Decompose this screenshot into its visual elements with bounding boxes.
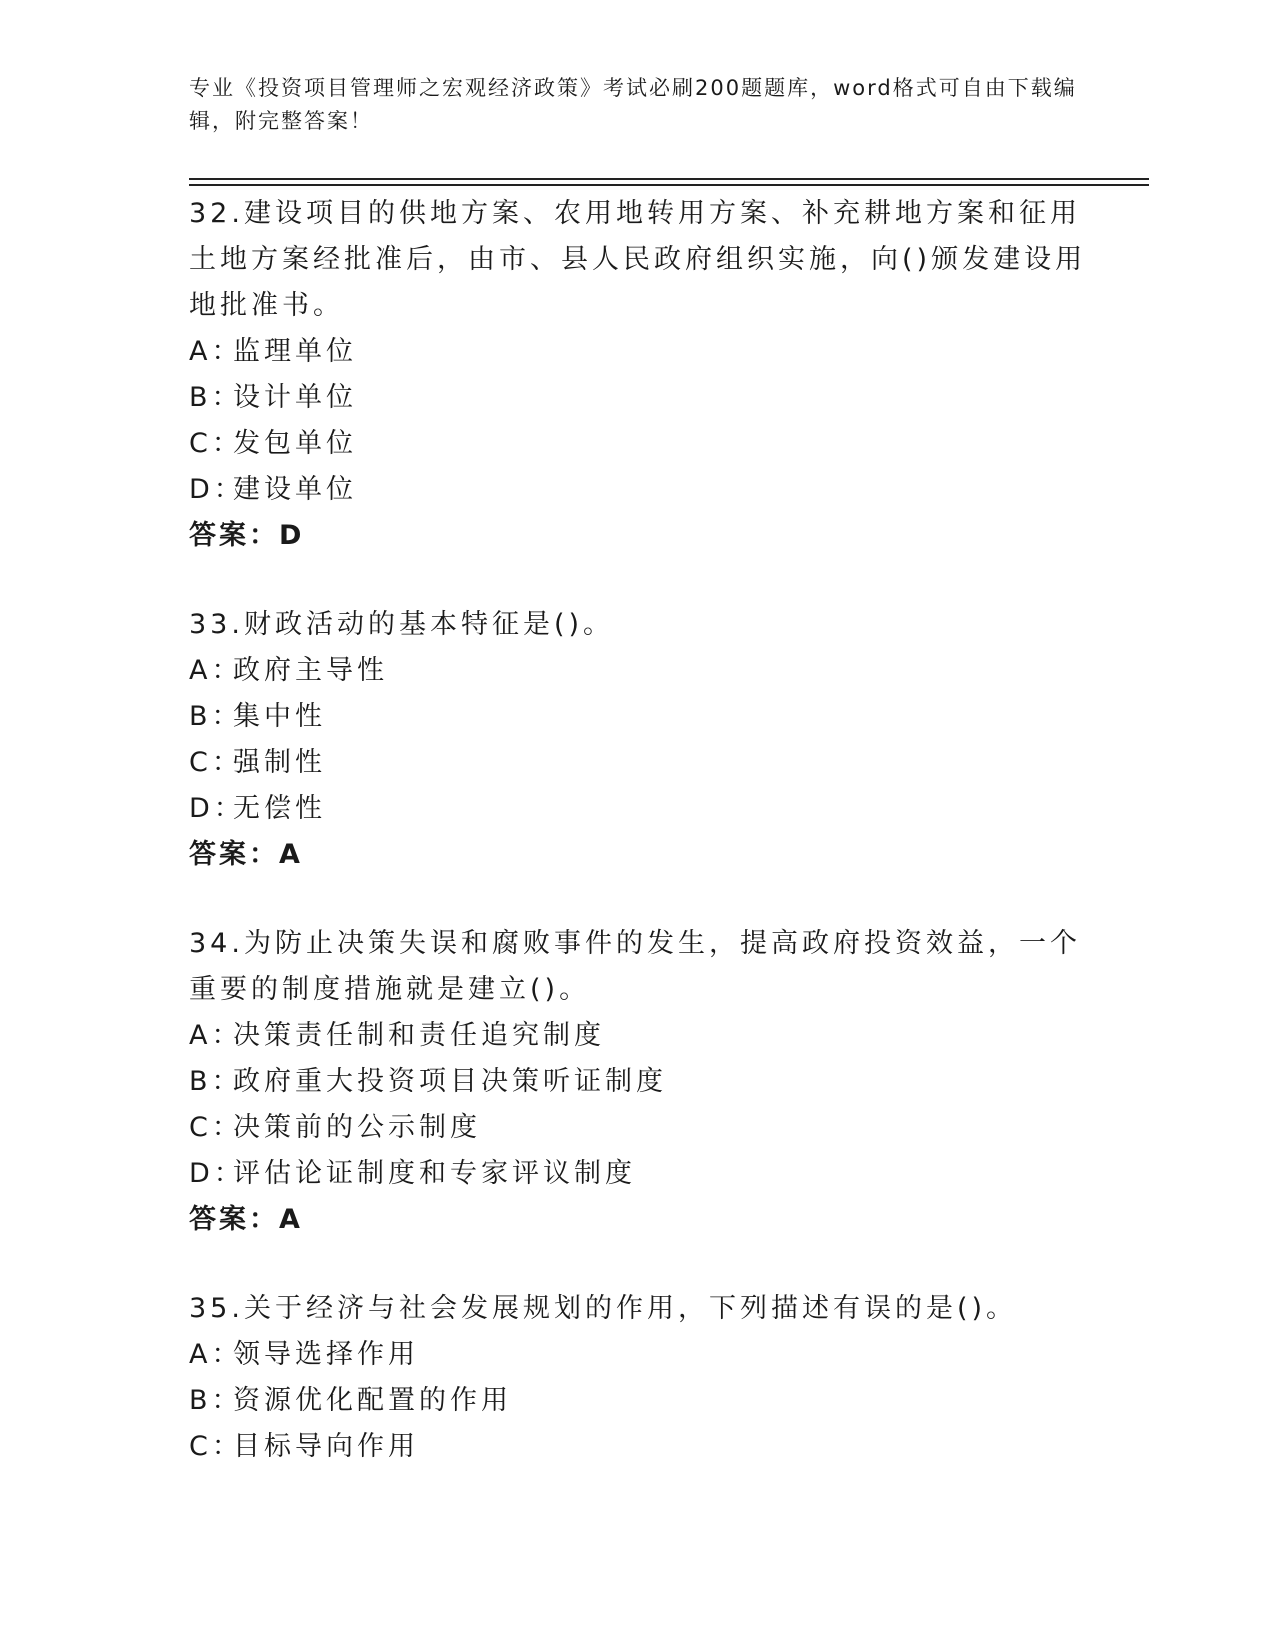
option-text: 领导选择作用 [233,1339,419,1370]
option-letter: B： [189,382,243,413]
question-stem: 33.财政活动的基本特征是()。 [189,609,615,640]
option-a [189,329,1089,375]
option-letter: A： [189,655,243,686]
option-b [189,1378,1089,1424]
option-letter: B： [189,1066,243,1097]
option-text: 集中性 [233,701,326,732]
option-letter: C： [189,1112,243,1143]
option-text: 强制性 [233,747,326,778]
option-b [189,694,1089,740]
option-b [189,1059,1089,1105]
option-c [189,421,1089,467]
option-text: 监理单位 [233,336,357,367]
option-text: 无偿性 [233,793,326,824]
option-letter: D： [189,1158,245,1189]
option-text: 政府主导性 [233,655,388,686]
option-letter: C： [189,428,243,459]
option-text: 决策责任制和责任追究制度 [233,1020,605,1051]
question-list [189,191,1089,1513]
option-c [189,1105,1089,1151]
option-d [189,1151,1089,1197]
question-35 [189,1286,1089,1470]
header-rule-bottom [189,184,1149,186]
answer-line: 答案：A [189,1204,303,1235]
option-text: 设计单位 [233,382,357,413]
answer-line: 答案：A [189,839,303,870]
option-d [189,786,1089,832]
option-a [189,1013,1089,1059]
question-stem: 35.关于经济与社会发展规划的作用，下列描述有误的是()。 [189,1293,1018,1324]
option-letter: A： [189,1339,243,1370]
option-d [189,467,1089,513]
option-letter: A： [189,1020,243,1051]
option-text: 决策前的公示制度 [233,1112,481,1143]
option-letter: D： [189,793,245,824]
option-text: 目标导向作用 [233,1431,419,1462]
option-text: 政府重大投资项目决策听证制度 [233,1066,667,1097]
question-stem: 32.建设项目的供地方案、农用地转用方案、补充耕地方案和征用土地方案经批准后，由市、县人民政府组织实施，向()颁发建设用地批准书。 [189,198,1087,321]
option-b [189,375,1089,421]
option-a [189,1332,1089,1378]
option-text: 评估论证制度和专家评议制度 [233,1158,636,1189]
document-header: 专业《投资项目管理师之宏观经济政策》考试必刷200题题库，word格式可自由下载编辑，附完整答案！ [189,76,1077,133]
question-32 [189,191,1089,559]
option-c [189,1424,1089,1470]
question-34 [189,921,1089,1243]
option-text: 发包单位 [233,428,357,459]
answer-line: 答案：D [189,520,305,551]
option-text: 资源优化配置的作用 [233,1385,512,1416]
option-letter: C： [189,747,243,778]
option-letter: D： [189,474,245,505]
question-stem: 34.为防止决策失误和腐败事件的发生，提高政府投资效益，一个重要的制度措施就是建立()。 [189,928,1081,1005]
option-letter: B： [189,701,243,732]
option-a [189,648,1089,694]
option-text: 建设单位 [233,474,357,505]
option-letter: A： [189,336,243,367]
option-letter: B： [189,1385,243,1416]
option-c [189,740,1089,786]
header-rule-top [189,178,1149,180]
question-33 [189,602,1089,878]
option-letter: C： [189,1431,243,1462]
